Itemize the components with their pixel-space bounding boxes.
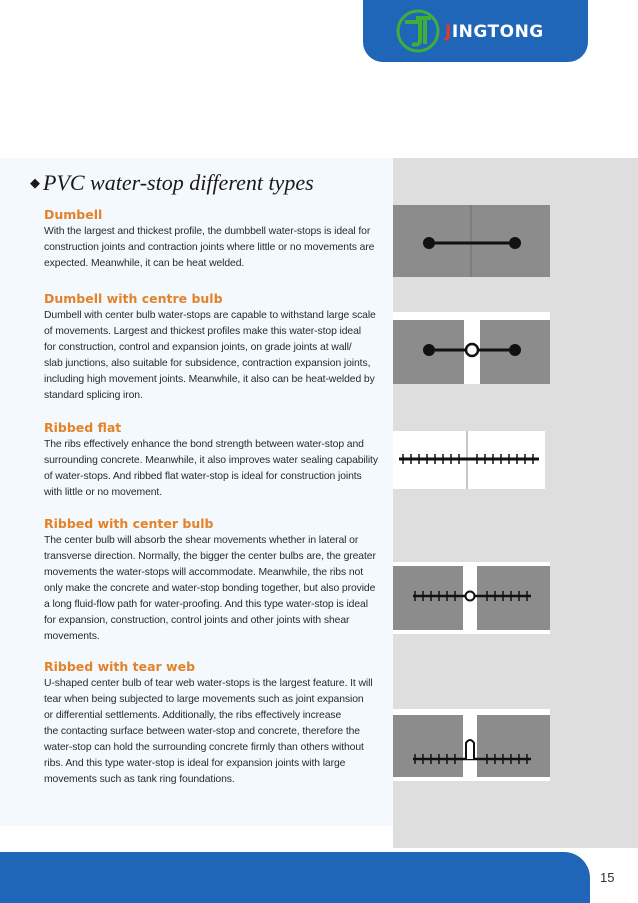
page-title: PVC water-stop different types <box>43 170 314 195</box>
dumbell-centre-bulb-diagram <box>393 312 550 384</box>
section-dumbell <box>44 207 393 272</box>
section-body: The ribs effectively enhance the bond strength between water-stop and surrounding concrete. Meanwhile, it also improves water sealing capability of water-stops. And ribbed flat water-stop is ideal for construction joints with little or no movement. <box>44 439 378 498</box>
section-ribbed-flat <box>44 420 393 501</box>
section-title: Ribbed with center bulb <box>44 516 214 531</box>
section-title: Ribbed flat <box>44 420 122 435</box>
page-number: 15 <box>600 870 615 885</box>
jingtong-emblem-icon <box>395 8 441 54</box>
section-dumbell-centre-bulb <box>44 291 393 404</box>
section-body: U-shaped center bulb of tear web water-stops is the largest feature. It will tear when being subjected to large movements such as joint expansion or differential settlements. Additionally, the ribs effectively increase the contacting surface between water-stop and concrete, therefore the water-stop can hold the surrounding concrete firmly than others without ribs. And this type water-stop is ideal for expansion joints with large movements such as tank ring foundations. <box>44 678 373 785</box>
brand-logo <box>363 0 588 62</box>
section-body: The center bulb will absorb the shear movements whether in lateral or transverse direction. Normally, the bigger the center bulbs are, the greater movements the water-stops will accommodate. Meanwhile, the ribs not only make the concrete and water-stop bonding together, but also provide a long fluid-flow path for water-proofing. And this type water-stop is ideal for expansion, construction, control joints and other joints with shear movements. <box>44 535 376 642</box>
dumbell-diagram <box>393 205 550 277</box>
footer-bar <box>0 852 590 903</box>
section-body: With the largest and thickest profile, the dumbbell water-stops is ideal for construction joints and contraction joints where little or no movements are expected. Meanwhile, it can be heat welded. <box>44 226 375 269</box>
page-heading <box>30 170 314 196</box>
section-title: Dumbell <box>44 207 103 222</box>
diamond-bullet-icon: ◆ <box>30 175 40 190</box>
ribbed-center-bulb-diagram <box>393 562 550 634</box>
section-ribbed-tear-web <box>44 659 393 788</box>
ribbed-flat-diagram <box>393 431 545 489</box>
brand-name: JINGTONG <box>445 22 544 42</box>
section-title: Ribbed with tear web <box>44 659 196 674</box>
section-ribbed-center-bulb <box>44 516 393 645</box>
section-title: Dumbell with centre bulb <box>44 291 223 306</box>
ribbed-tear-web-diagram <box>393 709 550 781</box>
section-body: Dumbell with center bulb water-stops are capable to withstand large scale of movements. Largest and thickest profiles make this water-stop ideal for construction, control and expansion joints, on grade joints at wall/ slab junctions, also suitable for subsidence, contraction expansion joints, including high movement joints. Meanwhile, it also can be heat-welded by standard splicing iron. <box>44 310 376 401</box>
